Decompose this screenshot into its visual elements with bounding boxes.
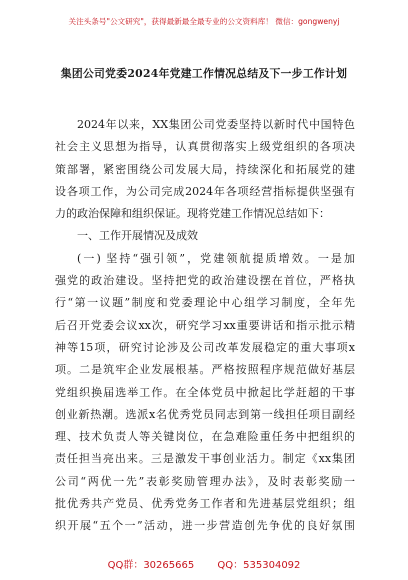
- text-line: 创业新热潮。选派x名优秀党员同志到第一线担任项目副经: [55, 407, 355, 421]
- text-line: 策部署，紧密围绕公司发展大局，持续深化和拓展党的建: [55, 162, 355, 176]
- promo-banner: 关注头条号"公文研究"，获得最新最全最专业的公文资料库！ 微信：gongwenyj: [68, 17, 340, 26]
- text-line: 力的政治保障和组织保证。现将党建工作情况总结如下：: [55, 207, 330, 221]
- qq-group: QQ群：30265665: [107, 560, 195, 571]
- section-heading: 一、工作开展情况及成效: [77, 229, 198, 243]
- text-line: 公司“两优一先”表彰奖励管理办法》，及时表彰奖励一: [55, 474, 355, 488]
- document-title: 集团公司党委2024年党建工作情况总结及下一步工作计划: [60, 67, 348, 80]
- text-line: 强党的政治建设。坚持把党的政治建设摆在首位，严格执: [55, 274, 355, 288]
- text-line: 神等15项，研究讨论涉及公司改革发展稳定的重大事项x: [55, 340, 355, 354]
- text-line: 党组织换届选举工作。在全体党员中掀起比学赶超的干事: [55, 385, 355, 399]
- text-line: 责任担当亮出来。三是激发干事创业活力。制定《xx集团: [55, 452, 355, 466]
- text-line: 批优秀共产党员、优秀党务工作者和先进基层党组织；组: [55, 497, 355, 511]
- text-line: 项。二是筑牢企业发展根基。严格按照程序规范做好基层: [55, 363, 355, 377]
- text-line: 设各项工作，为公司完成2024年各项经营指标提供坚强有: [55, 184, 355, 198]
- text-line: 2024年以来，XX集团公司党委坚持以新时代中国特色: [77, 118, 355, 131]
- footer-contact: [0, 556, 408, 571]
- text-line: 行“第一议题”制度和党委理论中心组学习制度，全年先: [55, 296, 355, 310]
- text-line: 社会主义思想为指导，认真贯彻落实上级党组织的各项决: [55, 140, 355, 154]
- text-line: 理、技术负责人等关键岗位，在急难险重任务中把组织的: [55, 430, 355, 444]
- document-body: [55, 114, 355, 538]
- text-line: 织开展“五个一”活动，进一步营造创先争优的良好氛围: [55, 519, 355, 533]
- text-line: (一) 坚持“强引领”，党建领航提质增效。一是加: [77, 251, 355, 265]
- qq-number: QQ：535304092: [217, 560, 301, 571]
- text-line: 后召开党委会议xx次，研究学习xx重要讲话和指示批示精: [55, 318, 355, 332]
